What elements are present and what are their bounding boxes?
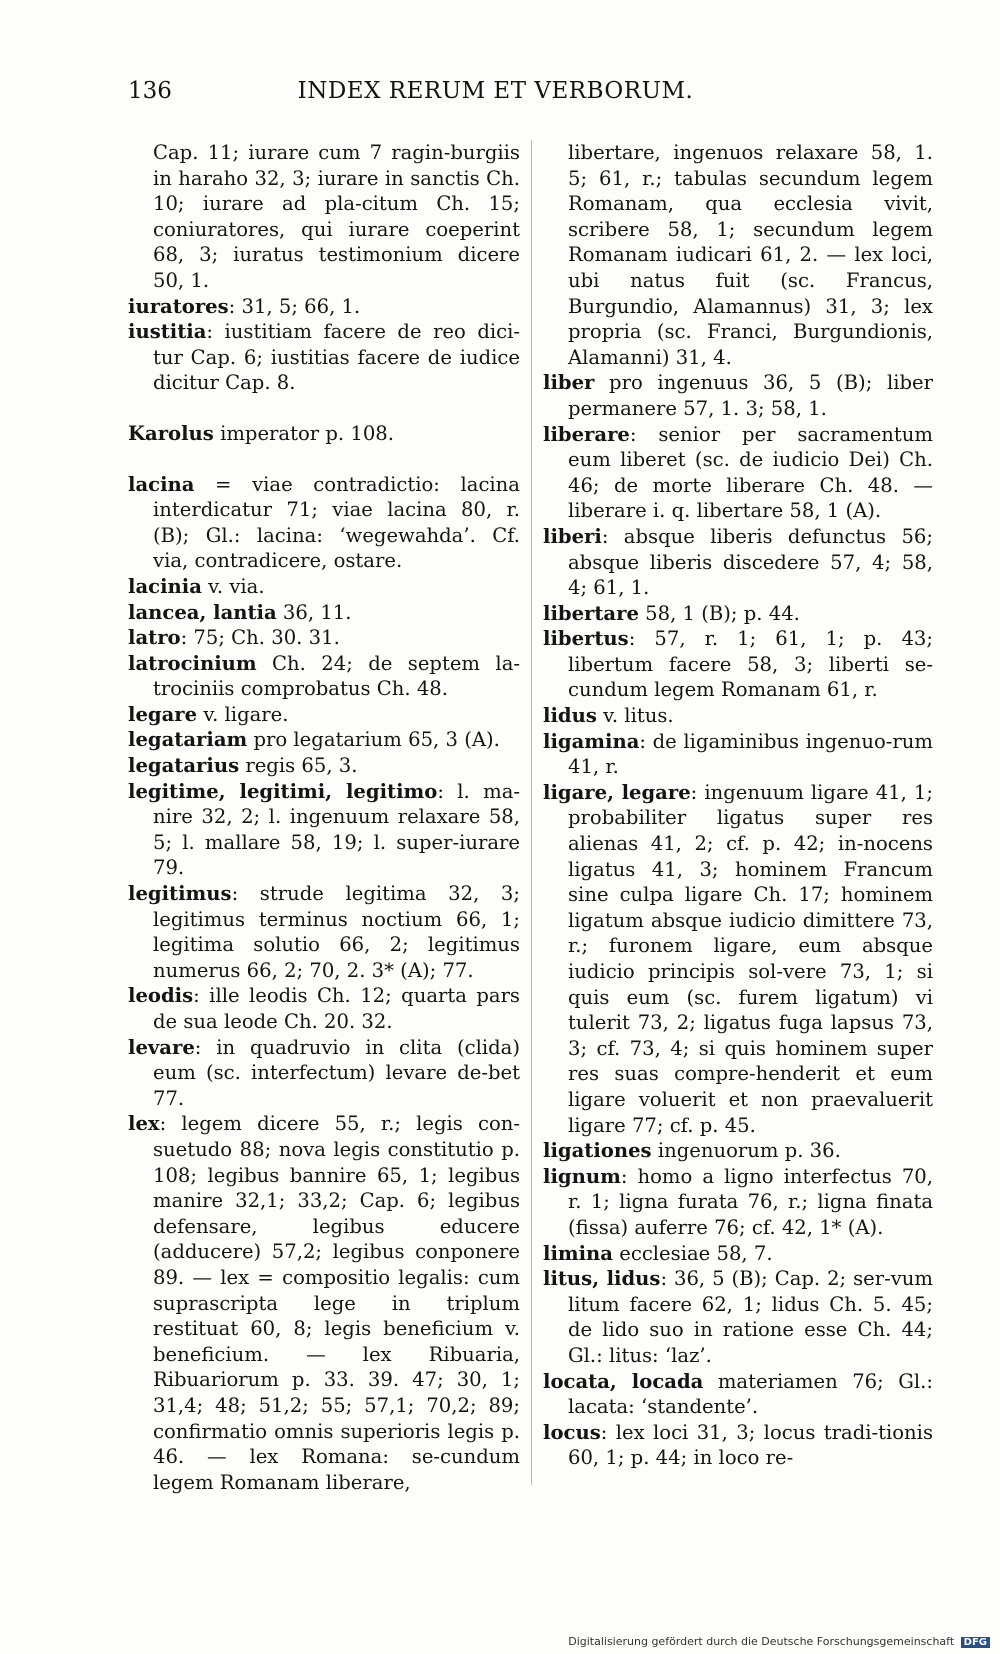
entry-text: v. ligare.: [197, 702, 289, 726]
entry-headword: lacina: [128, 472, 195, 496]
entry-headword: litus, lidus: [543, 1267, 661, 1291]
index-entry: [543, 626, 933, 703]
entry-headword: levare: [128, 1035, 195, 1059]
entry-text: : homo a ligno interfectus 70, r. 1; ligna furata 76, r.; ligna finata (fissa) auferre 76; cf. 42, 1* (A).: [568, 1164, 933, 1239]
entry-text: : ingenuum ligare 41, 1; probabiliter ligatus super res alienas 41, 2; cf. p. 42; in-nocens ligatus 41, 3; hominem Francum sine culpa ligare Ch. 17; hominem ligatum absque iudicio dimittere 73, r.; furonem ligare, eum absque iudicio principis sol-vere 73, 1; si quis eum (sc. furem ligatum) vi tulerit 73, 2; ligatus fuga lapsus 73, 3; cf. 73, 4; si quis hominem super res suas compre-henderit et eum ligare voluerit et non praevaluerit ligare 77; cf. p. 45.: [568, 780, 933, 1137]
right-column: [543, 140, 933, 1471]
index-entry: [128, 702, 520, 728]
entry-text: : 75; Ch. 30. 31.: [180, 626, 340, 650]
index-entry: [543, 1369, 933, 1420]
entry-headword: lancea, lantia: [128, 600, 277, 624]
entry-text: 36, 11.: [276, 600, 352, 624]
index-entry: [128, 574, 520, 600]
page-header: [128, 78, 928, 112]
left-column: [128, 140, 520, 1495]
index-entry: [128, 472, 520, 574]
entry-text: ingenuorum p. 36.: [651, 1139, 841, 1163]
entry-headword: iuratores: [128, 294, 229, 318]
index-entry: [128, 625, 520, 651]
entry-text: pro legatarium 65, 3 (A).: [247, 728, 500, 752]
page-number: 136: [128, 78, 172, 104]
entry-headword: lignum: [543, 1164, 621, 1188]
entry-text: : in quadruvio in clita (clida) eum (sc. interfectum) levare de-bet 77.: [153, 1035, 520, 1110]
entry-headword: limina: [543, 1241, 614, 1265]
entry-headword: libertare: [543, 601, 639, 625]
index-entry: [128, 294, 520, 320]
entry-headword: legitime, legitimi, legitimo: [128, 779, 438, 803]
index-entry: [128, 1111, 520, 1495]
index-entry: [128, 600, 520, 626]
index-entry: [543, 1241, 933, 1267]
index-entry: [128, 319, 520, 396]
entry-headword: lidus: [543, 704, 597, 728]
index-entry: [128, 727, 520, 753]
entry-text: : senior per sacramentum eum liberet (sc. de iudicio Dei) Ch. 46; de morte liberare Ch. 48. — liberare i. q. libertare 58, 1 (A).: [568, 422, 933, 523]
entry-text: 58, 1 (B); p. 44.: [638, 601, 800, 625]
entry-text: pro ingenuus 36, 5 (B); liber permanere 57, 1. 3; 58, 1.: [568, 371, 933, 420]
entry-text: : ille leodis Ch. 12; quarta pars de sua leode Ch. 20. 32.: [153, 984, 520, 1033]
entry-headword: lacinia: [128, 574, 202, 598]
entry-text: : 31, 5; 66, 1.: [228, 294, 361, 318]
entry-text: : iustitiam facere de reo dici-tur Cap. 6; iustitias facere de iudice dicitur Cap. 8.: [153, 320, 520, 395]
entry-text: Cap. 11; iurare cum 7 ragin-burgiis in haraho 32, 3; iurare in sanctis Ch. 10; iurare ad pla-citum Ch. 15; coniuratores, qui iurare coeperint 68, 3; iuratus testimonium dicere 50, 1.: [153, 141, 520, 292]
entry-gap: [128, 396, 520, 421]
footer-text: Digitalisierung gefördert durch die Deutsche Forschungsgemeinschaft: [568, 1635, 955, 1648]
entry-headword: latro: [128, 626, 181, 650]
entry-headword: legatarius: [128, 754, 240, 778]
entry-text: libertare, ingenuos relaxare 58, 1. 5; 61, r.; tabulas secundum legem Romanam, qua ecclesia vivit, scribere 58, 1; secundum legem Romanam iudicari 61, 2. — lex loci, ubi natus fuit (sc. Francus, Burgundio, Alamannus) 31, 3; lex propria (sc. Franci, Burgundionis, Alamanni) 31, 4.: [568, 141, 933, 369]
entry-headword: liber: [543, 371, 595, 395]
entry-headword: legatariam: [128, 728, 248, 752]
index-entry: [128, 140, 520, 294]
entry-text: : de ligaminibus ingenuo-rum 41, r.: [568, 729, 933, 779]
entry-text: = viae contradictio: lacina interdicatur 71; viae lacina 80, r. (B); Gl.: lacina: ‘wegewahda’. Cf. via, contradicere, ostare.: [153, 472, 520, 573]
index-entry: [128, 779, 520, 881]
entry-gap: [128, 447, 520, 472]
entry-text: : absque liberis defunctus 56; absque liberis discedere 57, 4; 58, 4; 61, 1.: [568, 524, 933, 600]
entry-headword: ligamina: [543, 729, 640, 753]
index-entry: [543, 601, 933, 627]
index-entry: [543, 1420, 933, 1471]
index-entry: [128, 421, 520, 447]
running-title: INDEX RERUM ET VERBORUM.: [297, 78, 694, 104]
entry-headword: Karolus: [128, 421, 214, 445]
entry-headword: latrocinium: [128, 651, 257, 675]
entry-headword: locata, locada: [543, 1369, 704, 1393]
index-entry: [543, 1266, 933, 1368]
entry-text: : lex loci 31, 3; locus tradi-tionis 60, 1; p. 44; in loco re-: [568, 1420, 933, 1470]
entry-text: regis 65, 3.: [239, 754, 358, 778]
entry-headword: legitimus: [128, 882, 232, 906]
index-entry: [543, 1138, 933, 1164]
index-entry: [128, 753, 520, 779]
index-entry: [128, 983, 520, 1034]
entry-text: v. via.: [201, 574, 265, 598]
entry-headword: lex: [128, 1112, 160, 1136]
entry-text: : legem dicere 55, r.; legis con-suetudo 88; nova legis constitutio p. 108; legibus bannire 65, 1; legibus manire 32,1; 33,2; Cap. 6; legibus defensare, legibus educere (adducere) 57,2; legibus conponere 89. — lex = compositio legalis: cum suprascripta lege in triplum restituat 60, 8; legis beneficium v. beneficium. — lex Ribuaria, Ribuariorum p. 33. 39. 47; 30, 1; 31,4; 48; 51,2; 55; 57,1; 70,2; 89; confirmatio omnis superioris legis p. 46. — lex Romana: se-cundum legem Romanam liberare,: [153, 1112, 520, 1494]
entry-text: ecclesiae 58, 7.: [613, 1241, 773, 1265]
column-divider: [531, 140, 532, 1485]
entry-text: imperator p. 108.: [213, 421, 394, 445]
index-entry: [128, 881, 520, 983]
index-entry: [543, 524, 933, 601]
entry-text: : 57, r. 1; 61, 1; p. 43; libertum facere 58, 3; liberti se-cundum legem Romanam 61, r.: [568, 627, 933, 702]
entry-text: Ch. 24; de septem la-trociniis comprobatus Ch. 48.: [153, 651, 520, 701]
entry-headword: libertus: [543, 627, 629, 651]
index-entry: [543, 422, 933, 524]
index-entry: [543, 780, 933, 1138]
index-entry: [543, 370, 933, 421]
index-entry: [543, 1164, 933, 1241]
entry-headword: legare: [128, 702, 198, 726]
index-entry: [543, 729, 933, 780]
entry-text: : strude legitima 32, 3; legitimus terminus noctium 66, 1; legitima solutio 66, 2; legitimus numerus 66, 2; 70, 2. 3* (A); 77.: [153, 882, 520, 982]
entry-headword: liberi: [543, 524, 602, 548]
index-entry: [543, 140, 933, 370]
index-entry: [128, 651, 520, 702]
footer-credit: [568, 1635, 990, 1648]
entry-text: : 36, 5 (B); Cap. 2; ser-vum litum facere 62, 1; lidus Ch. 5. 45; de lido suo in ratione esse Ch. 44; Gl.: litus: ‘laz’.: [568, 1267, 933, 1367]
index-entry: [543, 703, 933, 729]
entry-text: materiamen 76; Gl.: lacata: ‘standente’.: [568, 1369, 933, 1419]
entry-headword: locus: [543, 1420, 601, 1444]
entry-headword: leodis: [128, 984, 194, 1008]
entry-headword: ligationes: [543, 1139, 652, 1163]
dfg-logo: DFG: [961, 1637, 990, 1648]
entry-text: : l. ma-nire 32, 2; l. ingenuum relaxare 58, 5; l. mallare 58, 19; l. super-iurare 79.: [153, 779, 521, 880]
entry-headword: iustitia: [128, 320, 207, 344]
index-entry: [128, 1035, 520, 1112]
entry-headword: liberare: [543, 422, 630, 446]
entry-text: v. litus.: [596, 704, 674, 728]
entry-headword: ligare, legare: [543, 780, 691, 804]
